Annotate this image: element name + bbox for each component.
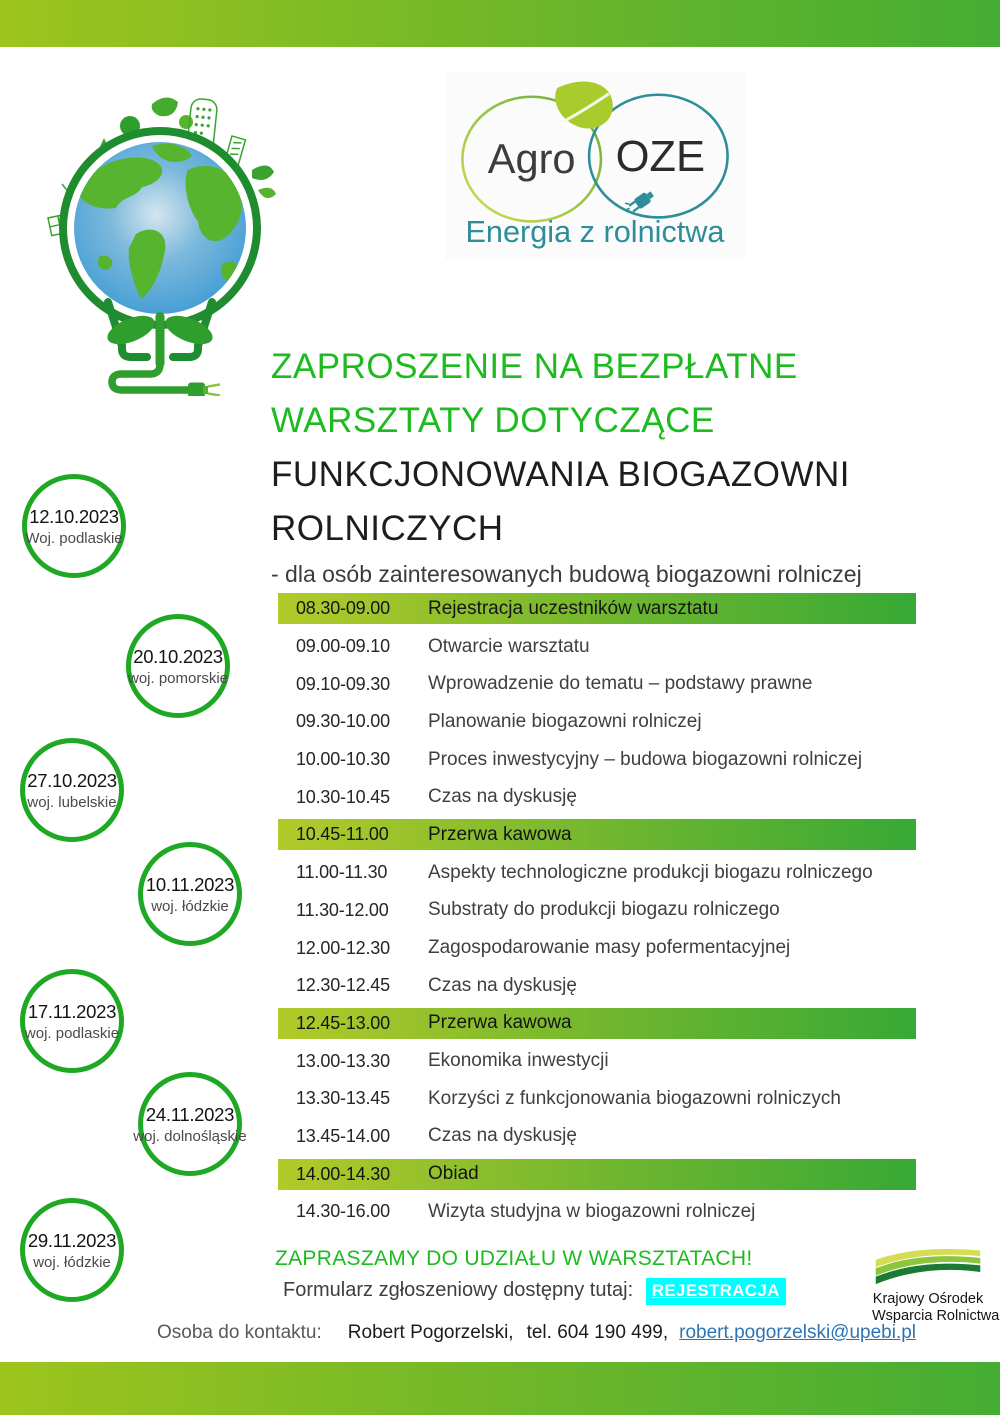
session-topic: Czas na dyskusję	[428, 1125, 577, 1147]
subtitle: - dla osób zainteresowanych budową biogazowni rolniczej	[271, 561, 862, 587]
session-time: 13.30-13.45	[296, 1088, 390, 1109]
schedule-row	[278, 741, 916, 779]
session-time: 09.00-09.10	[296, 636, 390, 657]
workshop-date: 24.11.2023	[145, 1103, 235, 1125]
session-time: 12.30-12.45	[296, 975, 390, 996]
workshop-date: 20.10.2023	[133, 645, 223, 667]
session-time: 13.45-14.00	[296, 1125, 390, 1146]
page-title	[271, 340, 981, 588]
workshop-region: woj. pomorskie	[127, 669, 229, 687]
contact-name: Robert Pogorzelski,	[347, 1322, 514, 1343]
schedule-row	[278, 1008, 916, 1039]
contact-phone: tel. 604 190 499,	[526, 1322, 669, 1343]
agro-oze-graphic	[445, 72, 745, 260]
schedule-table	[278, 590, 916, 1231]
workshop-region: woj. dolnośląskie	[133, 1127, 247, 1145]
session-topic: Substraty do produkcji biogazu rolniczego	[428, 899, 780, 921]
session-topic: Otwarcie warsztatu	[428, 635, 590, 657]
kowr-name-line-1: Krajowy Ośrodek	[872, 1291, 984, 1307]
kowr-name-line-2: Wsparcia Rolnictwa	[872, 1308, 1000, 1324]
registration-link[interactable]: REJESTRACJA	[646, 1278, 786, 1305]
schedule-row	[278, 1042, 916, 1080]
schedule-row	[278, 593, 916, 624]
workshop-region: woj. łódzkie	[151, 897, 229, 915]
session-topic: Przerwa kawowa	[428, 1012, 572, 1034]
session-time: 14.30-16.00	[296, 1201, 390, 1222]
session-time: 13.00-13.30	[296, 1050, 390, 1071]
session-time: 08.30-09.00	[296, 598, 390, 619]
schedule-row	[278, 819, 916, 850]
schedule-row	[278, 628, 916, 666]
session-topic: Zagospodarowanie masy pofermentacyjnej	[428, 937, 791, 959]
date-circle-6	[133, 1072, 247, 1176]
workshop-date: 27.10.2023	[27, 769, 117, 791]
session-topic: Wizyta studyjna w biogazowni rolniczej	[428, 1200, 756, 1222]
bottom-gradient-bar	[0, 1362, 1000, 1415]
workshop-date: 29.11.2023	[27, 1229, 117, 1251]
date-circle-4	[138, 842, 242, 946]
earth-lightbulb-logo	[40, 66, 280, 396]
kowr-waves-graphic	[872, 1243, 984, 1286]
schedule-row	[278, 665, 916, 703]
session-time: 12.45-13.00	[296, 1012, 390, 1033]
leaf-icon	[555, 81, 613, 128]
agro-oze-logo	[445, 72, 745, 260]
title-line-3: FUNKCJONOWANIA BIOGAZOWNI	[271, 455, 850, 494]
session-topic: Czas na dyskusję	[428, 974, 577, 996]
power-cord-plug-icon	[112, 364, 220, 396]
oze-wordmark: OZE	[615, 132, 706, 181]
contact-row	[157, 1322, 916, 1344]
session-time: 11.00-11.30	[296, 862, 388, 883]
title-line-4: ROLNICZYCH	[271, 509, 504, 548]
workshop-date: 10.11.2023	[145, 873, 235, 895]
schedule-row	[278, 1159, 916, 1190]
contact-email-link[interactable]: robert.pogorzelski@upebi.pl	[679, 1322, 917, 1343]
session-topic: Aspekty technologiczne produkcji biogazu rolniczego	[428, 861, 873, 883]
session-topic: Proces inwestycyjny – budowa biogazowni rolniczej	[428, 748, 863, 770]
title-line-2: WARSZTATY DOTYCZĄCE	[271, 401, 715, 440]
session-topic: Planowanie biogazowni rolniczej	[428, 710, 702, 732]
earth-globe	[74, 142, 246, 314]
schedule-row	[278, 929, 916, 967]
session-topic: Ekonomika inwestycji	[428, 1050, 609, 1072]
session-topic: Przerwa kawowa	[428, 823, 572, 845]
session-time: 10.00-10.30	[296, 749, 390, 770]
leaf-icon	[152, 97, 178, 116]
invitation-cta-text: ZAPRASZAMY DO UDZIAŁU W WARSZTATACH!	[275, 1247, 753, 1270]
date-circle-3	[20, 738, 124, 842]
contact-label: Osoba do kontaktu:	[157, 1322, 322, 1343]
session-topic: Korzyści z funkcjonowania biogazowni rolniczych	[428, 1087, 841, 1109]
session-time: 09.10-09.30	[296, 673, 390, 694]
kowr-logo	[872, 1243, 1000, 1325]
schedule-row	[278, 703, 916, 741]
schedule-row	[278, 778, 916, 816]
top-gradient-bar	[0, 0, 1000, 47]
session-time: 09.30-10.00	[296, 711, 390, 732]
workshop-region: Woj. podlaskie	[25, 529, 123, 547]
workshop-date: 17.11.2023	[27, 1000, 117, 1022]
earth-lightbulb-graphic	[40, 66, 280, 396]
agro-oze-tagline: Energia z rolnictwa	[465, 215, 725, 250]
date-circle-5	[20, 969, 124, 1073]
session-topic: Obiad	[428, 1163, 479, 1185]
registration-form-text: Formularz zgłoszeniowy dostępny tutaj:	[283, 1279, 634, 1301]
schedule-row	[278, 1193, 916, 1231]
schedule-row	[278, 892, 916, 930]
schedule-row	[278, 1080, 916, 1118]
schedule-row	[278, 854, 916, 892]
session-time: 12.00-12.30	[296, 937, 390, 958]
session-topic: Czas na dyskusję	[428, 786, 577, 808]
date-circle-1	[22, 474, 126, 578]
session-topic: Wprowadzenie do tematu – podstawy prawne	[428, 673, 813, 695]
session-time: 10.45-11.00	[296, 824, 389, 845]
session-time: 10.30-10.45	[296, 786, 390, 807]
date-circle-7	[20, 1198, 124, 1302]
title-line-1: ZAPROSZENIE NA BEZPŁATNE	[271, 347, 798, 386]
workshop-region: woj. podlaskie	[24, 1024, 120, 1042]
workshop-region: woj. lubelskie	[27, 793, 117, 811]
schedule-row	[278, 967, 916, 1005]
workshop-region: woj. łódzkie	[33, 1253, 111, 1271]
date-circle-2	[126, 614, 230, 718]
workshop-date: 12.10.2023	[29, 505, 119, 527]
agro-wordmark: Agro	[487, 134, 576, 182]
session-topic: Rejestracja uczestników warsztatu	[428, 597, 719, 619]
session-time: 14.00-14.30	[296, 1163, 390, 1184]
registration-line	[283, 1278, 786, 1305]
session-time: 11.30-12.00	[296, 899, 389, 920]
schedule-row	[278, 1118, 916, 1156]
